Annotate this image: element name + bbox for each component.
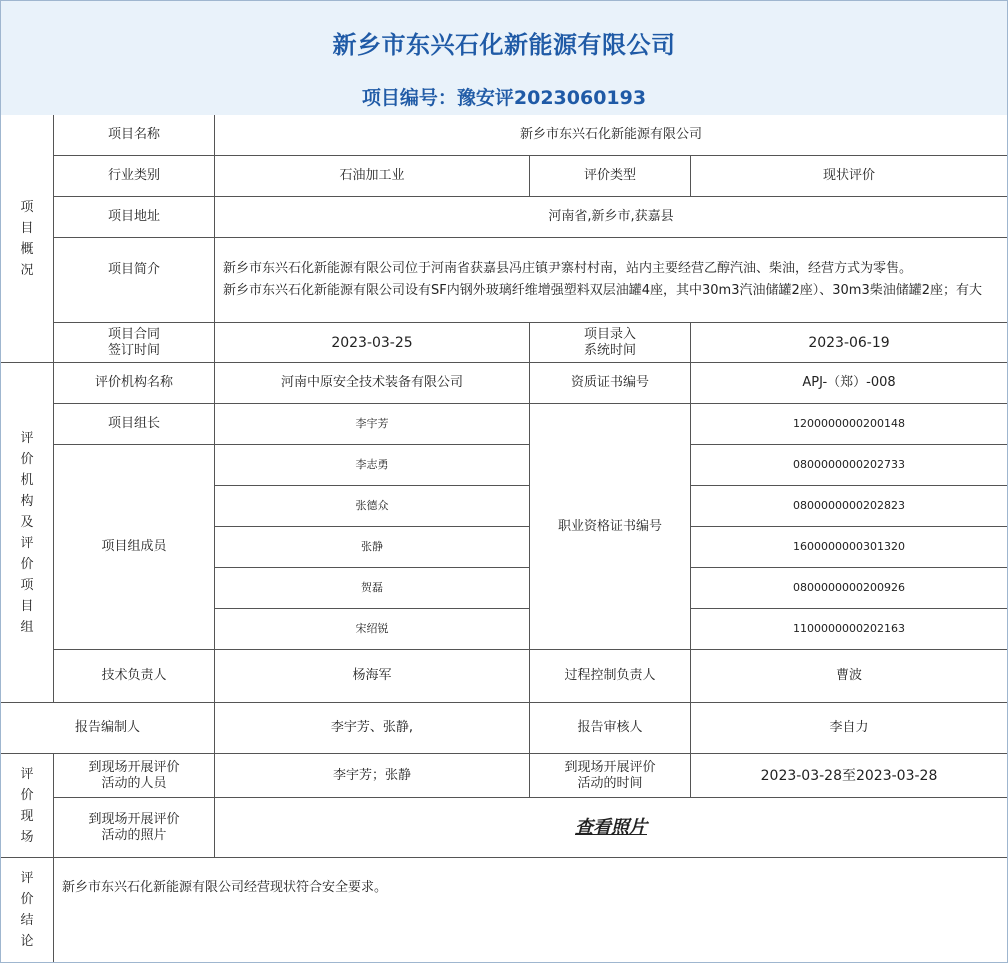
- entry-date-label: 项目录入 系统时间: [530, 323, 691, 363]
- onsite-people-label: 到现场开展评价 活动的人员: [54, 754, 215, 798]
- evaluation-type-value: 现状评价: [691, 156, 1007, 197]
- team-member-cert: 0800000000202823: [691, 486, 1007, 527]
- agency-name-value: 河南中原安全技术装备有限公司: [215, 363, 530, 404]
- contract-date-label: 项目合同 签订时间: [54, 323, 215, 363]
- process-control-value: 曹波: [691, 650, 1007, 703]
- address-label: 项目地址: [54, 197, 215, 238]
- team-member-name: 贺磊: [215, 568, 530, 609]
- project-name-value: 新乡市东兴石化新能源有限公司: [215, 115, 1007, 156]
- team-member-cert: 1100000000202163: [691, 609, 1007, 650]
- report-reviewer-label: 报告审核人: [530, 703, 691, 754]
- onsite-people-value: 李宇芳；张静: [215, 754, 530, 798]
- qualification-cert-value: APJ-（郑）-008: [691, 363, 1007, 404]
- section-overview-label: 项 目 概 况: [1, 115, 54, 363]
- onsite-photo-cell: [215, 798, 1007, 858]
- process-control-label: 过程控制负责人: [530, 650, 691, 703]
- team-member-name: 张德众: [215, 486, 530, 527]
- team-members-label: 项目组成员: [54, 445, 215, 650]
- tech-lead-value: 杨海军: [215, 650, 530, 703]
- team-member-cert: 0800000000202733: [691, 445, 1007, 486]
- project-name-label: 项目名称: [54, 115, 215, 156]
- section-conclusion-label: 评 价 结 论: [1, 858, 54, 962]
- report-author-label: 报告编制人: [1, 703, 215, 754]
- team-member-name: 李志勇: [215, 445, 530, 486]
- onsite-time-value: 2023-03-28至2023-03-28: [691, 754, 1007, 798]
- onsite-time-label: 到现场开展评价 活动的时间: [530, 754, 691, 798]
- team-member-name: 宋绍锐: [215, 609, 530, 650]
- contract-date-value: 2023-03-25: [215, 323, 530, 363]
- team-member-cert: 1200000000200148: [691, 404, 1007, 445]
- intro-line-2: 新乡市东兴石化新能源有限公司设有SF内钢外玻璃纤维增强塑料双层油罐4座，其中30m3汽油储罐2座）、30m3柴油储罐2座；有大: [223, 283, 982, 298]
- entry-date-value: 2023-06-19: [691, 323, 1007, 363]
- intro-value: [215, 238, 1007, 323]
- qualification-cert-label: 资质证书编号: [530, 363, 691, 404]
- team-member-cert: 1600000000301320: [691, 527, 1007, 568]
- agency-name-label: 评价机构名称: [54, 363, 215, 404]
- industry-value: 石油加工业: [215, 156, 530, 197]
- team-member-name: 张静: [215, 527, 530, 568]
- page-header: [1, 1, 1007, 116]
- project-number: 项目编号：豫安评2023060193: [361, 87, 647, 109]
- view-photos-link[interactable]: 查看照片: [575, 816, 647, 838]
- intro-line-1: 新乡市东兴石化新能源有限公司位于河南省获嘉县冯庄镇尹寨村村南，站内主要经营乙醇汽油、柴油，经营方式为零售。: [223, 261, 913, 276]
- tech-lead-label: 技术负责人: [54, 650, 215, 703]
- evaluation-type-label: 评价类型: [530, 156, 691, 197]
- team-leader-label: 项目组长: [54, 404, 215, 445]
- company-title: 新乡市东兴石化新能源有限公司: [332, 31, 676, 59]
- professional-cert-label: 职业资格证书编号: [530, 404, 691, 650]
- conclusion-text: 新乡市东兴石化新能源有限公司经营现状符合安全要求。: [54, 858, 1007, 962]
- intro-label: 项目简介: [54, 238, 215, 323]
- section-agency-label: 评 价 机 构 及 评 价 项 目 组: [1, 363, 54, 703]
- onsite-photo-label: 到现场开展评价 活动的照片: [54, 798, 215, 858]
- team-member-name: 李宇芳: [215, 404, 530, 445]
- report-reviewer-value: 李自力: [691, 703, 1007, 754]
- report-author-value: 李宇芳、张静,: [215, 703, 530, 754]
- section-onsite-label: 评 价 现 场: [1, 754, 54, 858]
- address-value: 河南省,新乡市,获嘉县: [215, 197, 1007, 238]
- industry-label: 行业类别: [54, 156, 215, 197]
- team-member-cert: 0800000000200926: [691, 568, 1007, 609]
